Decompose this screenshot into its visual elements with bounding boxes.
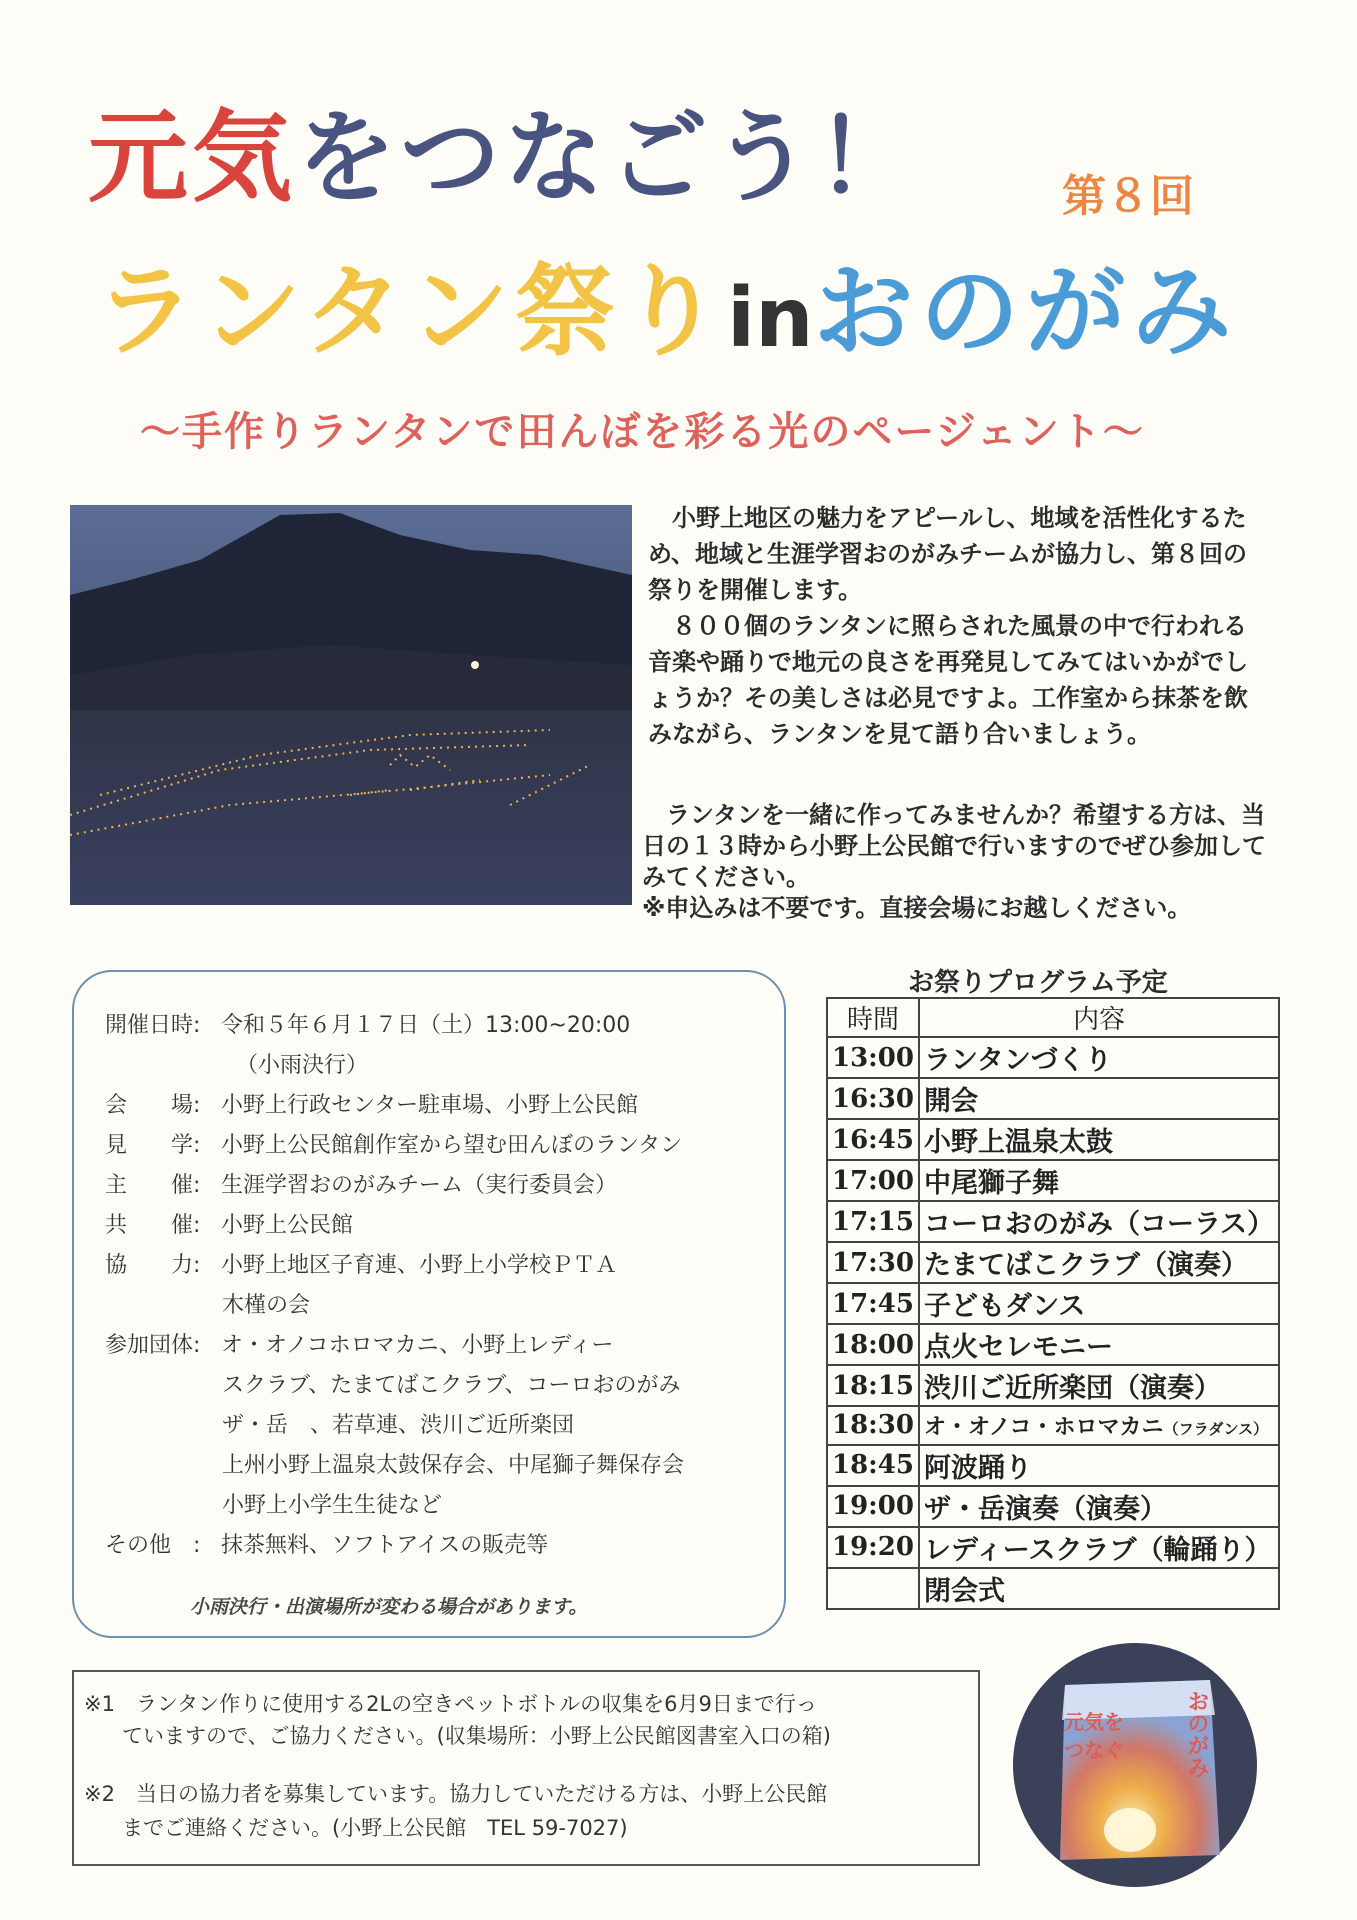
info-coop bbox=[105, 1248, 617, 1279]
program-row bbox=[827, 1486, 1279, 1527]
program-content: たまてばこクラブ（演奏） bbox=[919, 1242, 1279, 1283]
info-host bbox=[105, 1168, 617, 1199]
program-row bbox=[827, 1201, 1279, 1242]
edition-badge: 第８回 bbox=[1062, 171, 1194, 222]
program-row bbox=[827, 1119, 1279, 1160]
program-time: 18:00 bbox=[827, 1324, 919, 1365]
program-time: 18:45 bbox=[827, 1445, 919, 1486]
info-cohost-value: 小野上公民館 bbox=[221, 1213, 354, 1238]
program-content-sub: （フラダンス） bbox=[1163, 1419, 1269, 1438]
program-content: 渋川ご近所楽団（演奏） bbox=[919, 1365, 1279, 1406]
lantern-illustration bbox=[1010, 1640, 1260, 1890]
program-content: 開会 bbox=[919, 1078, 1279, 1119]
program-row bbox=[827, 1445, 1279, 1486]
info-date bbox=[105, 1008, 630, 1039]
subtitle: 〜手作りランタンで田んぼを彩る光のページェント〜 bbox=[140, 409, 1145, 455]
program-row bbox=[827, 1283, 1279, 1324]
note2-line1: ※2 当日の協力者を募集しています。協力していただける方は、小野上公民館 bbox=[84, 1782, 828, 1806]
info-view-label: 見 学: bbox=[105, 1133, 201, 1158]
title-lantern-matsuri: ランタン祭り bbox=[95, 253, 727, 370]
info-view-value: 小野上公民館創作室から望む田んぼのランタン bbox=[221, 1133, 683, 1158]
title-line2 bbox=[95, 253, 1238, 370]
program-time: 16:45 bbox=[827, 1119, 919, 1160]
info-groups-value-4: 上州小野上温泉太鼓保存会、中尾獅子舞保存会 bbox=[222, 1453, 685, 1478]
intro-paragraph-4: ※申込みは不要です。直接会場にお越しください。 bbox=[642, 894, 1192, 922]
program-time: 17:45 bbox=[827, 1283, 919, 1324]
program-time: 17:15 bbox=[827, 1201, 919, 1242]
info-coop-label: 協 力: bbox=[105, 1253, 201, 1278]
lantern-text-left bbox=[1064, 1708, 1124, 1764]
program-time: 19:20 bbox=[827, 1527, 919, 1568]
program-col-content: 内容 bbox=[919, 998, 1279, 1037]
program-row bbox=[827, 1324, 1279, 1365]
info-other bbox=[105, 1528, 548, 1559]
program-time: 19:00 bbox=[827, 1486, 919, 1527]
intro-paragraph-3: ランタンを一緒に作ってみませんか？希望する方は、当日の１３時から小野上公民館で行いますのでぜひ参加してみてください。 bbox=[642, 801, 1266, 891]
program-header-row bbox=[827, 998, 1279, 1037]
info-coop-value-1: 小野上地区子育連、小野上小学校ＰＴＡ bbox=[221, 1253, 618, 1278]
program-row bbox=[827, 1160, 1279, 1201]
info-cohost-label: 共 催: bbox=[105, 1213, 201, 1238]
program-content-main: オ・オノコ・ホロマカニ bbox=[923, 1414, 1164, 1440]
program-content: ザ・岳演奏（演奏） bbox=[919, 1486, 1279, 1527]
note2-line2: までご連絡ください。(小野上公民館 TEL 59-7027) bbox=[122, 1816, 628, 1840]
program-time: 18:15 bbox=[827, 1365, 919, 1406]
title-line1 bbox=[88, 99, 920, 216]
note1-line1: ※1 ランタン作りに使用する2Lの空きペットボトルの収集を6月9日まで行っ bbox=[84, 1692, 817, 1716]
info-groups-value-3: ザ・岳 、若草連、渋川ご近所楽団 bbox=[222, 1413, 575, 1438]
program-content: 中尾獅子舞 bbox=[919, 1160, 1279, 1201]
info-other-value: 抹茶無料、ソフトアイスの販売等 bbox=[221, 1533, 549, 1558]
info-cohost bbox=[105, 1208, 353, 1239]
info-other-label: その他 : bbox=[105, 1533, 201, 1558]
program-row bbox=[827, 1527, 1279, 1568]
program-row bbox=[827, 1037, 1279, 1078]
info-groups-value-5: 小野上小学生生徒など bbox=[222, 1493, 443, 1518]
program-row bbox=[827, 1406, 1279, 1445]
info-date-label: 開催日時: bbox=[105, 1013, 201, 1038]
program-time: 17:00 bbox=[827, 1160, 919, 1201]
info-date-note: （小雨決行） bbox=[236, 1053, 369, 1078]
intro-paragraph-1: 小野上地区の魅力をアピールし、地域を活性化するため、地域と生涯学習おのがみチームが協力し、第８回の祭りを開催します。 bbox=[648, 504, 1248, 604]
info-groups bbox=[105, 1328, 613, 1359]
program-time: 18:30 bbox=[827, 1406, 919, 1445]
program-time: 17:30 bbox=[827, 1242, 919, 1283]
program-table bbox=[826, 997, 1280, 1610]
intro-workshop bbox=[642, 800, 1272, 924]
program-content: 阿波踊り bbox=[919, 1445, 1279, 1486]
intro-paragraph-2: ８００個のランタンに照らされた風景の中で行われる音楽や踊りで地元の良さを再発見してみてはいかがでしょうか？その美しさは必見ですよ。工作室から抹茶を飲みながら、ランタンを見て語り合いましょう。 bbox=[648, 612, 1248, 748]
program-row bbox=[827, 1568, 1279, 1609]
program-time: 16:30 bbox=[827, 1078, 919, 1119]
program-content: 点火セレモニー bbox=[919, 1324, 1279, 1365]
title-genki: 元気 bbox=[88, 99, 296, 216]
program-content: 閉会式 bbox=[919, 1568, 1279, 1609]
program-content bbox=[919, 1406, 1279, 1445]
info-venue bbox=[105, 1088, 638, 1119]
program-content: 子どもダンス bbox=[919, 1283, 1279, 1324]
info-footer-note: 小雨決行・出演場所が変わる場合があります。 bbox=[190, 1596, 588, 1618]
program-col-time: 時間 bbox=[827, 998, 919, 1037]
program-row bbox=[827, 1078, 1279, 1119]
info-groups-label: 参加団体: bbox=[105, 1333, 201, 1358]
info-host-label: 主 催: bbox=[105, 1173, 201, 1198]
lantern-text-1: 元気を bbox=[1064, 1710, 1124, 1734]
info-coop-value-2: 木槿の会 bbox=[222, 1293, 311, 1318]
info-groups-value-1: オ・オノコホロマカニ、小野上レディー bbox=[221, 1333, 614, 1358]
title-in: in bbox=[727, 271, 814, 366]
title-wo-tsunagou: をつなごう！ bbox=[296, 99, 920, 216]
info-venue-value: 小野上行政センター駐車場、小野上公民館 bbox=[221, 1093, 639, 1118]
intro-text bbox=[648, 500, 1268, 752]
title-onogami: おのがみ bbox=[813, 253, 1238, 370]
program-content: レディースクラブ（輪踊り） bbox=[919, 1527, 1279, 1568]
lantern-graphic bbox=[1010, 1640, 1260, 1890]
lantern-text-2: つなぐ bbox=[1064, 1738, 1124, 1762]
info-host-value: 生涯学習おのがみチーム（実行委員会） bbox=[221, 1173, 618, 1198]
program-content: コーロおのがみ（コーラス） bbox=[919, 1201, 1279, 1242]
info-groups-value-2: スクラブ、たまてばこクラブ、コーロおのがみ bbox=[222, 1373, 681, 1398]
info-venue-label: 会 場: bbox=[105, 1093, 201, 1118]
program-time: 13:00 bbox=[827, 1037, 919, 1078]
info-view bbox=[105, 1128, 682, 1159]
program-row bbox=[827, 1365, 1279, 1406]
program-content: ランタンづくり bbox=[919, 1037, 1279, 1078]
program-row bbox=[827, 1242, 1279, 1283]
lantern-field-photo bbox=[70, 505, 632, 905]
note1-line2: ていますので、ご協力ください。(収集場所：小野上公民館図書室入口の箱) bbox=[122, 1724, 831, 1748]
info-date-value: 令和５年６月１７日（土）13:00~20:00 bbox=[221, 1013, 631, 1038]
program-time bbox=[827, 1568, 919, 1609]
program-content: 小野上温泉太鼓 bbox=[919, 1119, 1279, 1160]
lantern-text-onogami: おのがみ bbox=[1184, 1690, 1209, 1778]
program-title: お祭りプログラム予定 bbox=[908, 968, 1168, 998]
